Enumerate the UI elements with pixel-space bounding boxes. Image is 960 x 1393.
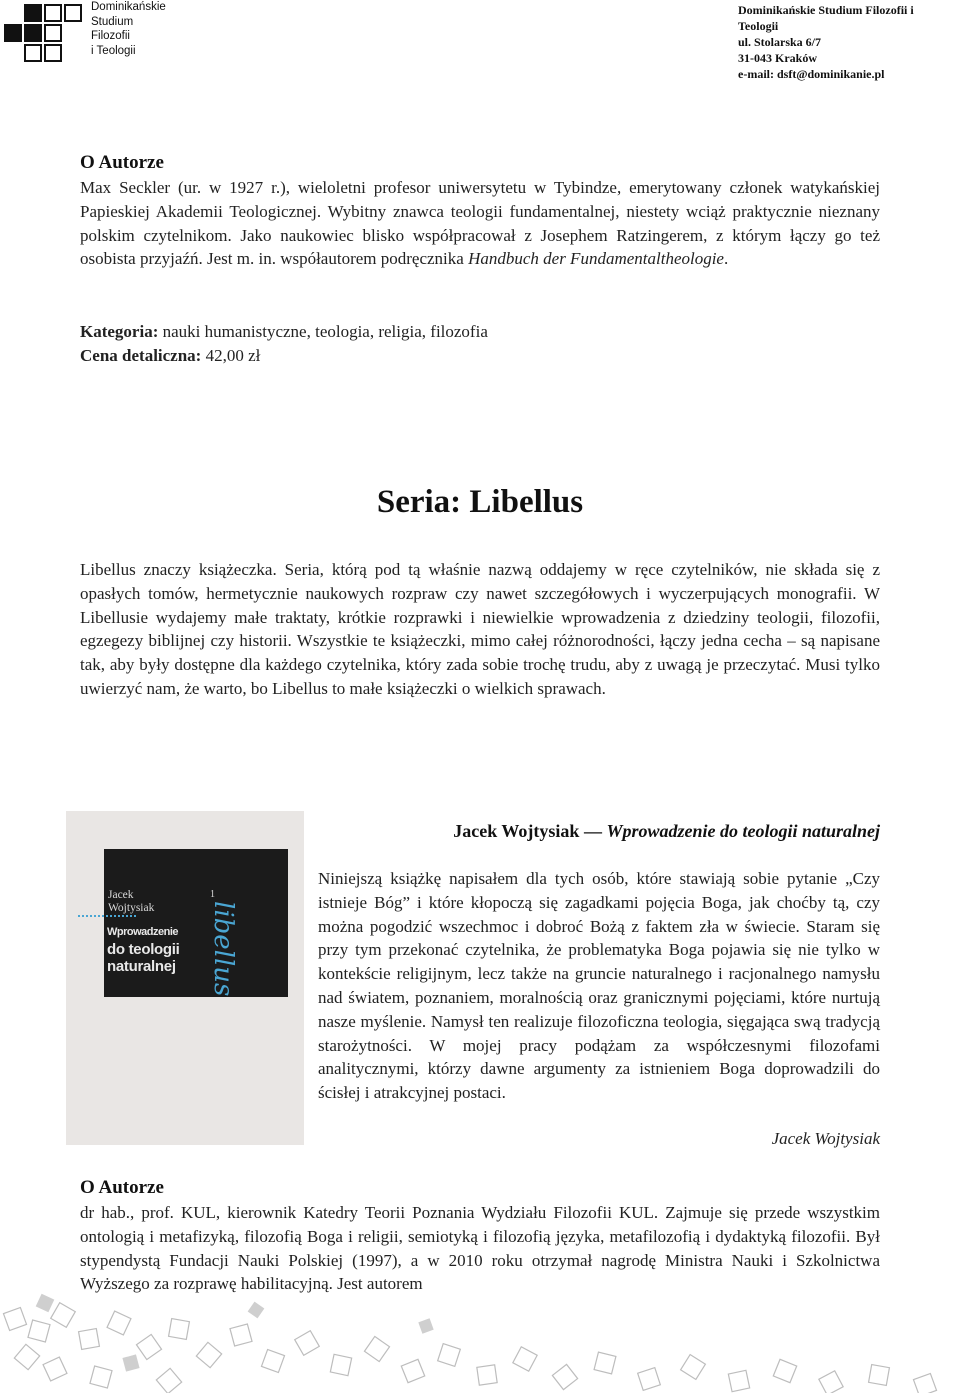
price-label: Cena detaliczna: (80, 346, 202, 365)
address-line: 31-043 Kraków (738, 51, 817, 65)
price-line (80, 344, 260, 367)
cover-author-line: Jacek (108, 889, 134, 901)
cover-dark-panel (104, 849, 288, 997)
cover-author-line: Wojtysiak (108, 902, 155, 914)
page-header (0, 0, 960, 80)
cover-left (104, 849, 222, 997)
logo-line: Dominikańskie (91, 1, 166, 13)
cover-title-line: Wprowadzenie (107, 926, 179, 938)
cover-author (108, 889, 154, 915)
book-description: Niniejszą książkę napisałem dla tych osób, które stawiają sobie pytanie „Czy istnieje Bóg” i które kłopoczą się zagadkami pojęcia Boga, jak choćby tą, czy można pogodzić wszechmoc i dobroć Bożą z faktem zła w świecie. Staram się przy tym przekonać czytelnika, że problematyka Boga pojawia się nie tylko w kontekście religijnym, lecz także na gruncie naturalnego i racjonalnego namysłu nad światem, poznaniem, moralnością oraz granicznymi pojęciami, które nurtują nasze myślenie. Namysł ten realizuje filozoficzna teologia, sięgająca swą tradycją starożytności. W mojej pracy podążam za współczesnymi filozofami analitycznymi, którzy dawne argumenty za istnieniem Boga doprowadzili do ścisłej i atrakcyjnej postaci. (318, 869, 880, 1103)
book-cover-image (66, 811, 304, 1145)
title-dash: — (579, 821, 607, 841)
about-text-part: Max Seckler (ur. w 1927 r.), wieloletni profesor uniwersytetu w Tybindze, emerytowany członek watykańskiej Papieskiej Akademii Teologicznej. Wybitny znawca teologii fundamentalnej, niestety wciąż praktycznie nieznany polskim czytelnikom. Jako naukowiec blisko współpracował z Josephem Ratzingerem, z którym łączy go też osobista przyjaźń. Jest m. in. współautorem podręcznika (80, 178, 880, 269)
author-signature: Jacek Wojtysiak (771, 1129, 880, 1148)
category-line (80, 320, 488, 343)
about-author-heading-2: O Autorze (80, 1177, 164, 1198)
cover-right (208, 849, 288, 997)
about-author-text-2: dr hab., prof. KUL, kierownik Katedry Teorii Poznania Wydziału Filozofii KUL. Zajmuje się przede wszystkim ontologią i metafizyką, filozofią Boga i religii, semiotyką i filozofią języka, metafilozofią i dydaktyką filozofii. Był stypendystą Fundacji Nauki Polskiej (1997), a w 2010 roku otrzymał nagrodę Ministra Nauki i Szkolnictwa Wyższego za rozprawę habilitacyjną. Jest autorem (80, 1203, 880, 1294)
about-text-part: . (723, 249, 729, 269)
book-author: Jacek Wojtysiak (453, 821, 580, 841)
cover-series-script: libellus (208, 901, 238, 997)
address-line: ul. Stolarska 6/7 (738, 35, 822, 49)
about-author-heading: O Autorze (80, 152, 164, 173)
book-title: Wprowadzenie do teologii naturalnej (606, 821, 880, 841)
logo-line: Filozofii (91, 30, 130, 42)
handbook-title: Handbuch der Fundamentaltheologie (468, 249, 724, 269)
logo-squares-icon (2, 2, 82, 68)
cover-title-line: do teologii (107, 941, 180, 958)
book-title-line (320, 821, 880, 842)
logo-text (91, 0, 166, 58)
cover-title-line: naturalnej (107, 958, 176, 975)
series-title: Seria: Libellus (376, 484, 584, 520)
logo-line: Studium (91, 15, 134, 28)
email-link[interactable]: e-mail: dsft@dominikanie.pl (738, 67, 885, 81)
price-value: 42,00 zł (201, 346, 261, 365)
cover-dotted-line (78, 915, 138, 917)
cover-title (107, 924, 180, 975)
cover-volume-number: 1 (210, 889, 215, 900)
address-line: Dominikańskie Studium Filozofii i Teologii (738, 3, 914, 33)
category-value: nauki humanistyczne, teologia, religia, filozofia (158, 322, 488, 341)
logo-line: i Teologii (91, 44, 136, 57)
series-description: Libellus znaczy książeczka. Seria, którą pod tą właśnie nazwą oddajemy w ręce czytelników, nie składa się z opasłych tomów, hermetycznie naukowych rozpraw czy nawet szczegółowych i wyczerpujących monografii. W Libellusie wydajemy małe traktaty, krótkie rozprawki i niewielkie wprowadzenia z dziedziny teologii, filozofii, egzegezy biblijnej czy historii. Wszystkie te książeczki, mimo całej różnorodności, łączy jedna cecha – są napisane tak, aby były dostępne dla każdego czytelnika, który zada sobie trochę trudu, aby z uwagą je przeczytać. Musi tylko uwierzyć nam, że warto, bo Libellus to małe książeczki o wielkich sprawach. (80, 560, 880, 698)
address-block (738, 2, 956, 82)
about-author-text (80, 176, 880, 271)
footer-squares-decoration-icon (0, 1290, 960, 1393)
category-label: Kategoria: (80, 322, 159, 341)
